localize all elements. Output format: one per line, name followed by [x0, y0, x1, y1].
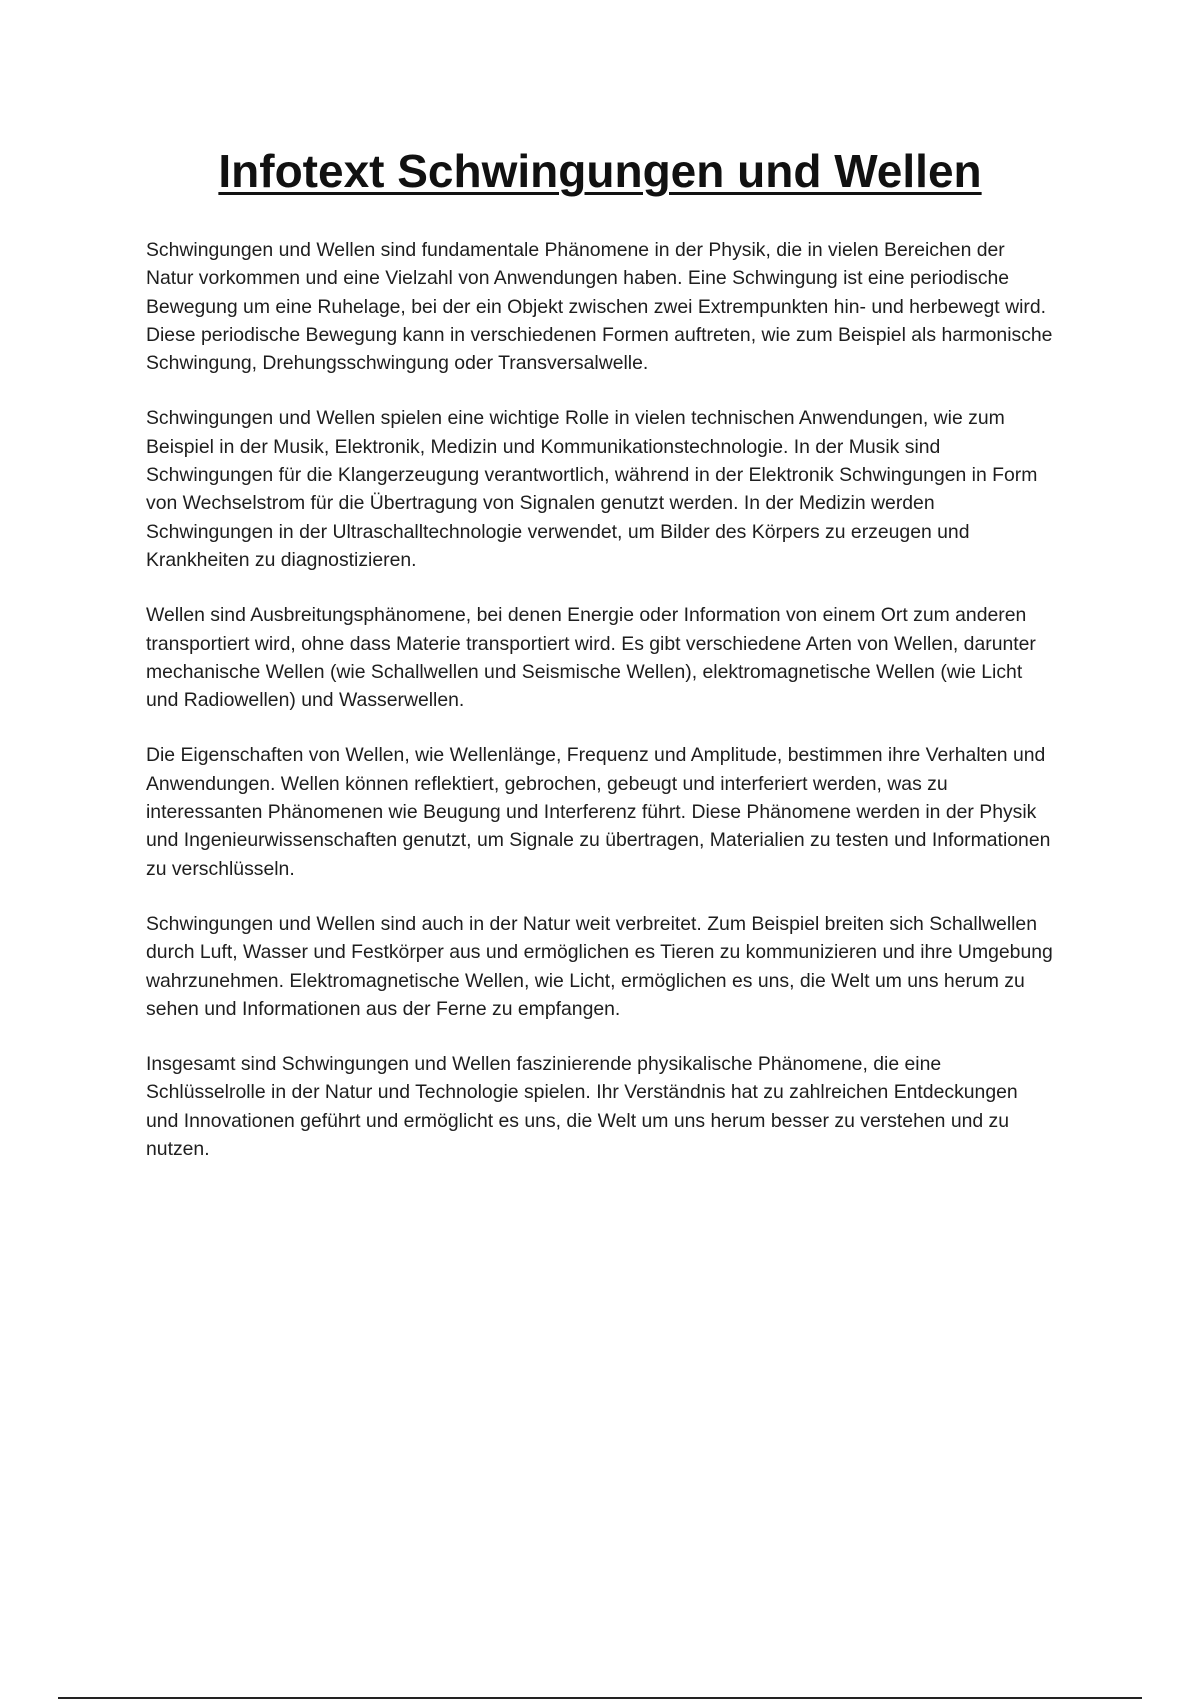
paragraph-6: Insgesamt sind Schwingungen und Wellen faszinierende physikalische Phänomene, die eine Schlüsselrolle in der Natur und Technologie spielen. Ihr Verständnis hat zu zahlreichen Entdeckungen und Innovationen geführt und ermöglicht es uns, die Welt um uns herum besser zu verstehen und zu nutzen. — [146, 1053, 1018, 1161]
paragraph-3: Wellen sind Ausbreitungsphänomene, bei denen Energie oder Information von einem Ort zum anderen transportiert wird, ohne dass Materie transportiert wird. Es gibt verschiedene Arten von Wellen, darunter mechanische Wellen (wie Schallwellen und Seismische Wellen), elektromagnetische Wellen (wie Licht und Radiowellen) und Wasserwellen. — [146, 604, 1036, 712]
paragraph-5: Schwingungen und Wellen sind auch in der Natur weit verbreitet. Zum Beispiel breiten sich Schallwellen durch Luft, Wasser und Festkörper aus und ermöglichen es Tieren zu kommunizieren und ihre Umgebung wahrzunehmen. Elektromagnetische Wellen, wie Licht, ermöglichen es uns, die Welt um uns herum zu sehen und Informationen aus der Ferne zu empfangen. — [146, 912, 1053, 1020]
paragraph-1: Schwingungen und Wellen sind fundamentale Phänomene in der Physik, die in vielen Bereichen der Natur vorkommen und eine Vielzahl von Anwendungen haben. Eine Schwingung ist eine periodische Bewegung um eine Ruhelage, bei der ein Objekt zwischen zwei Extrempunkten hin- und herbewegt wird. Diese periodische Bewegung kann in verschiedenen Formen auftreten, wie zum Beispiel als harmonische Schwingung, Drehungsschwingung oder Transversalwelle. — [146, 239, 1053, 375]
page-title: Infotext Schwingungen und Wellen — [218, 145, 982, 197]
paragraph-4: Die Eigenschaften von Wellen, wie Wellenlänge, Frequenz und Amplitude, bestimmen ihre Verhalten und Anwendungen. Wellen können reflektiert, gebrochen, gebeugt und interferiert werden, was zu interessanten Phänomenen wie Beugung und Interferenz führt. Diese Phänomene werden in der Physik und Ingenieurwissenschaften genutzt, um Signale zu übertragen, Materialien zu testen und Informationen zu verschlüsseln. — [146, 744, 1051, 880]
paragraph-2: Schwingungen und Wellen spielen eine wichtige Rolle in vielen technischen Anwendungen, wie zum Beispiel in der Musik, Elektronik, Medizin und Kommunikationstechnologie. In der Musik sind Schwingungen für die Klangerzeugung verantwortlich, während in der Elektronik Schwingungen in Form von Wechselstrom für die Übertragung von Signalen genutzt werden. In der Medizin werden Schwingungen in der Ultraschalltechnologie verwendet, um Bilder des Körpers zu erzeugen und Krankheiten zu diagnostizieren. — [146, 407, 1038, 571]
body-text — [146, 236, 1054, 1190]
footer-divider — [58, 1697, 1142, 1699]
